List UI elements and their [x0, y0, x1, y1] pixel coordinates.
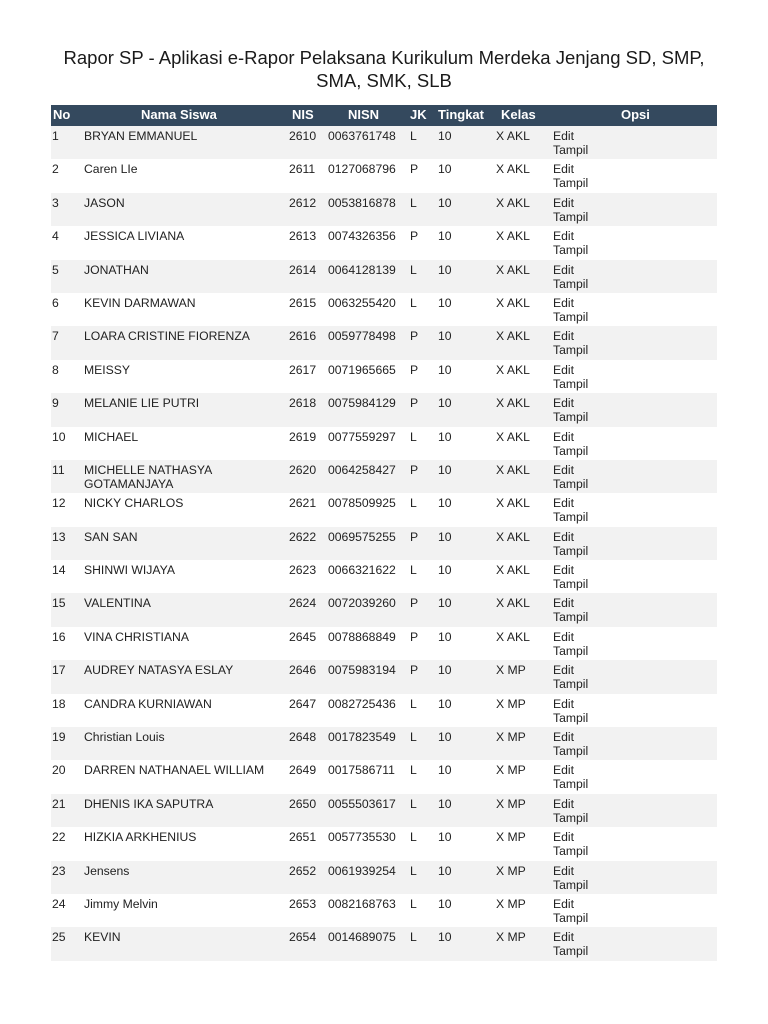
cell-nisn: 0059778498	[328, 329, 396, 344]
cell-tingkat: 10	[438, 529, 452, 544]
cell-nama-siswa: JONATHAN	[84, 262, 149, 277]
cell-jk: P	[410, 663, 419, 678]
edit-link[interactable]: Edit	[553, 596, 575, 611]
cell-kelas: X AKL	[496, 462, 530, 477]
table-row	[51, 260, 717, 293]
cell-nis: 2614	[289, 262, 317, 277]
cell-nis: 2648	[289, 730, 317, 745]
cell-kelas: X MP	[496, 763, 526, 778]
cell-tingkat: 10	[438, 295, 452, 310]
cell-kelas: X MP	[496, 730, 526, 745]
cell-nama-siswa: DHENIS IKA SAPUTRA	[84, 796, 214, 811]
table-row	[51, 927, 717, 960]
cell-no: 3	[52, 195, 59, 210]
cell-opsi	[553, 263, 588, 291]
cell-nisn: 0055503617	[328, 796, 396, 811]
cell-nisn: 0071965665	[328, 362, 396, 377]
cell-nama-siswa: Christian Louis	[84, 730, 165, 745]
cell-jk: L	[410, 830, 417, 845]
cell-tingkat: 10	[438, 262, 452, 277]
cell-opsi	[553, 229, 588, 257]
tampil-link[interactable]: Tampil	[553, 276, 589, 291]
cell-tingkat: 10	[438, 429, 452, 444]
cell-opsi	[553, 830, 588, 858]
cell-nisn: 0075984129	[328, 396, 396, 411]
cell-no: 21	[52, 796, 66, 811]
cell-no: 15	[52, 596, 66, 611]
table-row	[51, 593, 717, 626]
cell-nis: 2617	[289, 362, 317, 377]
cell-no: 9	[52, 396, 59, 411]
cell-opsi	[553, 630, 588, 658]
cell-opsi	[553, 196, 588, 224]
cell-kelas: X AKL	[496, 262, 530, 277]
cell-jk: P	[410, 396, 419, 411]
cell-tingkat: 10	[438, 229, 452, 244]
cell-nis: 2616	[289, 329, 317, 344]
cell-nama-siswa: VINA CHRISTIANA	[84, 629, 189, 644]
cell-nis: 2649	[289, 763, 317, 778]
table-row	[51, 493, 717, 526]
table-row	[51, 694, 717, 727]
cell-kelas: X AKL	[496, 362, 530, 377]
table-row	[51, 226, 717, 259]
cell-nama-siswa: MICHAEL	[84, 429, 139, 444]
cell-no: 16	[52, 629, 66, 644]
cell-nis: 2654	[289, 930, 317, 945]
cell-kelas: X AKL	[496, 329, 530, 344]
cell-nisn: 0063761748	[328, 129, 396, 143]
tampil-link[interactable]: Tampil	[553, 376, 589, 391]
cell-opsi	[553, 162, 588, 190]
cell-jk: L	[410, 295, 417, 310]
tampil-link[interactable]: Tampil	[553, 476, 589, 491]
cell-tingkat: 10	[438, 763, 452, 778]
cell-tingkat: 10	[438, 496, 452, 511]
tampil-link[interactable]: Tampil	[553, 910, 589, 925]
cell-jk: P	[410, 462, 419, 477]
tampil-link[interactable]: Tampil	[553, 243, 589, 258]
cell-jk: P	[410, 529, 419, 544]
edit-link[interactable]: Edit	[553, 830, 575, 845]
tampil-link[interactable]: Tampil	[553, 443, 589, 458]
cell-no: 19	[52, 730, 66, 745]
edit-link[interactable]: Edit	[553, 763, 575, 778]
table-row	[51, 293, 717, 326]
cell-opsi	[553, 530, 588, 558]
table-row	[51, 727, 717, 760]
cell-opsi	[553, 930, 588, 958]
tampil-link[interactable]: Tampil	[553, 543, 589, 558]
cell-kelas: X AKL	[496, 295, 530, 310]
cell-opsi	[553, 897, 588, 925]
cell-no: 25	[52, 930, 66, 945]
edit-link[interactable]: Edit	[553, 195, 575, 210]
cell-opsi	[553, 463, 588, 491]
cell-nisn: 0066321622	[328, 563, 396, 578]
cell-nama-siswa: MELANIE LIE PUTRI	[84, 396, 200, 411]
cell-no: 2	[52, 162, 59, 177]
cell-nis: 2615	[289, 295, 317, 310]
cell-nis: 2647	[289, 696, 317, 711]
cell-jk: L	[410, 262, 417, 277]
cell-nama-siswa: VALENTINA	[84, 596, 151, 611]
cell-nama-siswa: SHINWI WIJAYA	[84, 563, 175, 578]
table-row	[51, 326, 717, 359]
header-tingkat: Tingkat	[438, 107, 484, 122]
cell-no: 23	[52, 863, 66, 878]
tampil-link[interactable]: Tampil	[553, 343, 589, 358]
cell-no: 20	[52, 763, 66, 778]
cell-nama-siswa: HIZKIA ARKHENIUS	[84, 830, 197, 845]
tampil-link[interactable]: Tampil	[553, 844, 589, 859]
cell-kelas: X AKL	[496, 563, 530, 578]
cell-kelas: X MP	[496, 830, 526, 845]
cell-nisn: 0072039260	[328, 596, 396, 611]
tampil-link[interactable]: Tampil	[553, 410, 589, 425]
cell-tingkat: 10	[438, 863, 452, 878]
cell-nisn: 0053816878	[328, 195, 396, 210]
edit-link[interactable]: Edit	[553, 262, 575, 277]
cell-nama-siswa: AUDREY NATASYA ESLAY	[84, 663, 234, 678]
cell-tingkat: 10	[438, 596, 452, 611]
cell-jk: L	[410, 763, 417, 778]
cell-nisn: 0082725436	[328, 696, 396, 711]
edit-link[interactable]: Edit	[553, 229, 575, 244]
cell-nisn: 0057735530	[328, 830, 396, 845]
edit-link[interactable]: Edit	[553, 396, 575, 411]
edit-link[interactable]: Edit	[553, 462, 575, 477]
cell-nisn: 0077559297	[328, 429, 396, 444]
cell-nis: 2651	[289, 830, 317, 845]
cell-tingkat: 10	[438, 195, 452, 210]
cell-nisn: 0063255420	[328, 295, 396, 310]
table-row	[51, 126, 717, 159]
cell-nis: 2611	[289, 162, 316, 177]
tampil-link[interactable]: Tampil	[553, 944, 589, 959]
table-row	[51, 794, 717, 827]
header-no: No	[53, 107, 71, 122]
edit-link[interactable]: Edit	[553, 730, 575, 745]
cell-kelas: X AKL	[496, 596, 530, 611]
cell-no: 13	[52, 529, 66, 544]
tampil-link[interactable]: Tampil	[553, 677, 589, 692]
cell-nisn: 0069575255	[328, 529, 396, 544]
edit-link[interactable]: Edit	[553, 129, 575, 143]
cell-kelas: X MP	[496, 796, 526, 811]
cell-nis: 2610	[289, 129, 317, 143]
cell-nama-siswa: Jensens	[84, 863, 130, 878]
cell-nisn: 0017823549	[328, 730, 396, 745]
table-row	[51, 460, 717, 493]
cell-nama-siswa: BRYAN EMMANUEL	[84, 129, 198, 143]
table-header	[51, 105, 717, 126]
cell-opsi	[553, 563, 588, 591]
header-kelas: Kelas	[501, 107, 536, 122]
cell-kelas: X MP	[496, 930, 526, 945]
cell-nama-siswa: Caren LIe	[84, 162, 138, 177]
edit-link[interactable]: Edit	[553, 362, 575, 377]
cell-opsi	[553, 596, 588, 624]
cell-jk: L	[410, 696, 417, 711]
cell-no: 22	[52, 830, 66, 845]
cell-opsi	[553, 864, 588, 892]
cell-tingkat: 10	[438, 162, 452, 177]
cell-no: 10	[52, 429, 66, 444]
cell-nisn: 0082168763	[328, 896, 396, 911]
cell-nama-siswa: MICHELLE NATHASYA GOTAMANJAYA	[84, 462, 212, 491]
edit-link[interactable]: Edit	[553, 663, 575, 678]
cell-nis: 2645	[289, 629, 317, 644]
edit-link[interactable]: Edit	[553, 496, 575, 511]
table-row	[51, 827, 717, 860]
cell-nis: 2618	[289, 396, 317, 411]
cell-nisn: 0017586711	[328, 763, 395, 778]
cell-no: 17	[52, 663, 66, 678]
cell-opsi	[553, 496, 588, 524]
edit-link[interactable]: Edit	[553, 796, 575, 811]
tampil-link[interactable]: Tampil	[553, 710, 589, 725]
cell-nisn: 0075983194	[328, 663, 396, 678]
cell-nis: 2621	[289, 496, 317, 511]
cell-nama-siswa: JASON	[84, 195, 125, 210]
cell-jk: P	[410, 629, 419, 644]
tampil-link[interactable]: Tampil	[553, 643, 589, 658]
table-row	[51, 760, 717, 793]
cell-jk: L	[410, 563, 417, 578]
table-row	[51, 159, 717, 192]
cell-no: 6	[52, 295, 59, 310]
header-jk: JK	[410, 107, 427, 122]
table-row	[51, 193, 717, 226]
cell-tingkat: 10	[438, 830, 452, 845]
cell-kelas: X AKL	[496, 529, 530, 544]
cell-jk: L	[410, 195, 417, 210]
tampil-link[interactable]: Tampil	[553, 744, 589, 759]
cell-jk: L	[410, 429, 417, 444]
cell-nisn: 0074326356	[328, 229, 396, 244]
cell-nama-siswa: KEVIN DARMAWAN	[84, 295, 196, 310]
edit-link[interactable]: Edit	[553, 696, 575, 711]
header-opsi: Opsi	[621, 107, 650, 122]
cell-jk: L	[410, 863, 417, 878]
cell-tingkat: 10	[438, 563, 452, 578]
cell-nama-siswa: CANDRA KURNIAWAN	[84, 696, 212, 711]
cell-nisn: 0061939254	[328, 863, 396, 878]
tampil-link[interactable]: Tampil	[553, 877, 589, 892]
table-row	[51, 560, 717, 593]
cell-nis: 2652	[289, 863, 317, 878]
tampil-link[interactable]: Tampil	[553, 176, 589, 191]
cell-no: 5	[52, 262, 59, 277]
cell-nisn: 0064128139	[328, 262, 396, 277]
cell-tingkat: 10	[438, 696, 452, 711]
cell-kelas: X AKL	[496, 129, 530, 143]
student-table	[51, 105, 717, 961]
cell-jk: L	[410, 896, 417, 911]
edit-link[interactable]: Edit	[553, 863, 575, 878]
tampil-link[interactable]: Tampil	[553, 810, 589, 825]
cell-jk: L	[410, 730, 417, 745]
cell-jk: P	[410, 162, 419, 177]
tampil-link[interactable]: Tampil	[553, 209, 589, 224]
cell-kelas: X MP	[496, 896, 526, 911]
cell-kelas: X MP	[496, 696, 526, 711]
cell-nis: 2612	[289, 195, 317, 210]
cell-jk: L	[410, 129, 417, 143]
cell-opsi	[553, 797, 588, 825]
cell-nisn: 0127068796	[328, 162, 396, 177]
cell-kelas: X AKL	[496, 429, 530, 444]
cell-jk: P	[410, 229, 419, 244]
cell-jk: L	[410, 496, 417, 511]
cell-no: 8	[52, 362, 59, 377]
cell-nisn: 0078509925	[328, 496, 396, 511]
cell-jk: L	[410, 930, 417, 945]
cell-jk: P	[410, 362, 419, 377]
cell-jk: P	[410, 329, 419, 344]
cell-no: 12	[52, 496, 66, 511]
table-row	[51, 393, 717, 426]
header-nis: NIS	[292, 107, 314, 122]
cell-nis: 2613	[289, 229, 317, 244]
cell-no: 1	[52, 129, 59, 143]
edit-link[interactable]: Edit	[553, 629, 575, 644]
cell-nis: 2623	[289, 563, 317, 578]
edit-link[interactable]: Edit	[553, 930, 575, 945]
table-row	[51, 894, 717, 927]
cell-no: 24	[52, 896, 66, 911]
cell-jk: L	[410, 796, 417, 811]
cell-kelas: X AKL	[496, 396, 530, 411]
table-body	[51, 126, 717, 961]
cell-no: 18	[52, 696, 66, 711]
edit-link[interactable]: Edit	[553, 162, 575, 177]
cell-opsi	[553, 430, 588, 458]
cell-nama-siswa: MEISSY	[84, 362, 131, 377]
cell-tingkat: 10	[438, 796, 452, 811]
edit-link[interactable]: Edit	[553, 295, 575, 310]
cell-tingkat: 10	[438, 362, 452, 377]
edit-link[interactable]: Edit	[553, 896, 575, 911]
cell-opsi	[553, 730, 588, 758]
tampil-link[interactable]: Tampil	[553, 143, 589, 157]
cell-opsi	[553, 663, 588, 691]
table-row	[51, 527, 717, 560]
cell-kelas: X AKL	[496, 195, 530, 210]
cell-nama-siswa: KEVIN	[84, 930, 121, 945]
cell-tingkat: 10	[438, 896, 452, 911]
cell-no: 14	[52, 563, 66, 578]
cell-opsi	[553, 763, 588, 791]
cell-tingkat: 10	[438, 462, 452, 477]
table-row	[51, 627, 717, 660]
cell-tingkat: 10	[438, 663, 452, 678]
cell-opsi	[553, 363, 588, 391]
header-nama-siswa: Nama Siswa	[141, 107, 217, 122]
edit-link[interactable]: Edit	[553, 429, 575, 444]
cell-opsi	[553, 296, 588, 324]
table-row	[51, 427, 717, 460]
tampil-link[interactable]: Tampil	[553, 309, 589, 324]
cell-kelas: X MP	[496, 663, 526, 678]
cell-nis: 2653	[289, 896, 317, 911]
cell-tingkat: 10	[438, 396, 452, 411]
cell-nis: 2620	[289, 462, 317, 477]
cell-kelas: X MP	[496, 863, 526, 878]
tampil-link[interactable]: Tampil	[553, 777, 589, 792]
table-row	[51, 660, 717, 693]
tampil-link[interactable]: Tampil	[553, 577, 589, 592]
cell-no: 11	[52, 462, 65, 477]
cell-tingkat: 10	[438, 329, 452, 344]
cell-kelas: X AKL	[496, 229, 530, 244]
cell-opsi	[553, 396, 588, 424]
cell-kelas: X AKL	[496, 162, 530, 177]
cell-nama-siswa: JESSICA LIVIANA	[84, 229, 185, 244]
cell-nama-siswa: NICKY CHARLOS	[84, 496, 184, 511]
cell-no: 4	[52, 229, 59, 244]
cell-nis: 2646	[289, 663, 317, 678]
cell-kelas: X AKL	[496, 496, 530, 511]
table-row	[51, 360, 717, 393]
table-row	[51, 861, 717, 894]
cell-nama-siswa: LOARA CRISTINE FIORENZA	[84, 329, 250, 344]
edit-link[interactable]: Edit	[553, 563, 575, 578]
cell-opsi	[553, 697, 588, 725]
cell-tingkat: 10	[438, 730, 452, 745]
cell-no: 7	[52, 329, 59, 344]
tampil-link[interactable]: Tampil	[553, 610, 589, 625]
page-title: Rapor SP - Aplikasi e-Rapor Pelaksana Kurikulum Merdeka Jenjang SD, SMP, SMA, SMK, SLB	[63, 47, 705, 91]
cell-tingkat: 10	[438, 930, 452, 945]
cell-nis: 2624	[289, 596, 317, 611]
cell-nis: 2619	[289, 429, 317, 444]
cell-nisn: 0078868849	[328, 629, 396, 644]
tampil-link[interactable]: Tampil	[553, 510, 589, 525]
cell-jk: P	[410, 596, 419, 611]
cell-nisn: 0014689075	[328, 930, 396, 945]
cell-nama-siswa: SAN SAN	[84, 529, 138, 544]
edit-link[interactable]: Edit	[553, 329, 575, 344]
cell-nama-siswa: Jimmy Melvin	[84, 896, 158, 911]
cell-nama-siswa: DARREN NATHANAEL WILLIAM	[84, 763, 265, 778]
cell-nis: 2622	[289, 529, 317, 544]
edit-link[interactable]: Edit	[553, 529, 575, 544]
cell-kelas: X AKL	[496, 629, 530, 644]
cell-nis: 2650	[289, 796, 317, 811]
cell-opsi	[553, 329, 588, 357]
cell-tingkat: 10	[438, 629, 452, 644]
cell-nisn: 0064258427	[328, 462, 396, 477]
header-nisn: NISN	[348, 107, 380, 122]
cell-opsi	[553, 129, 588, 157]
cell-tingkat: 10	[438, 129, 452, 143]
